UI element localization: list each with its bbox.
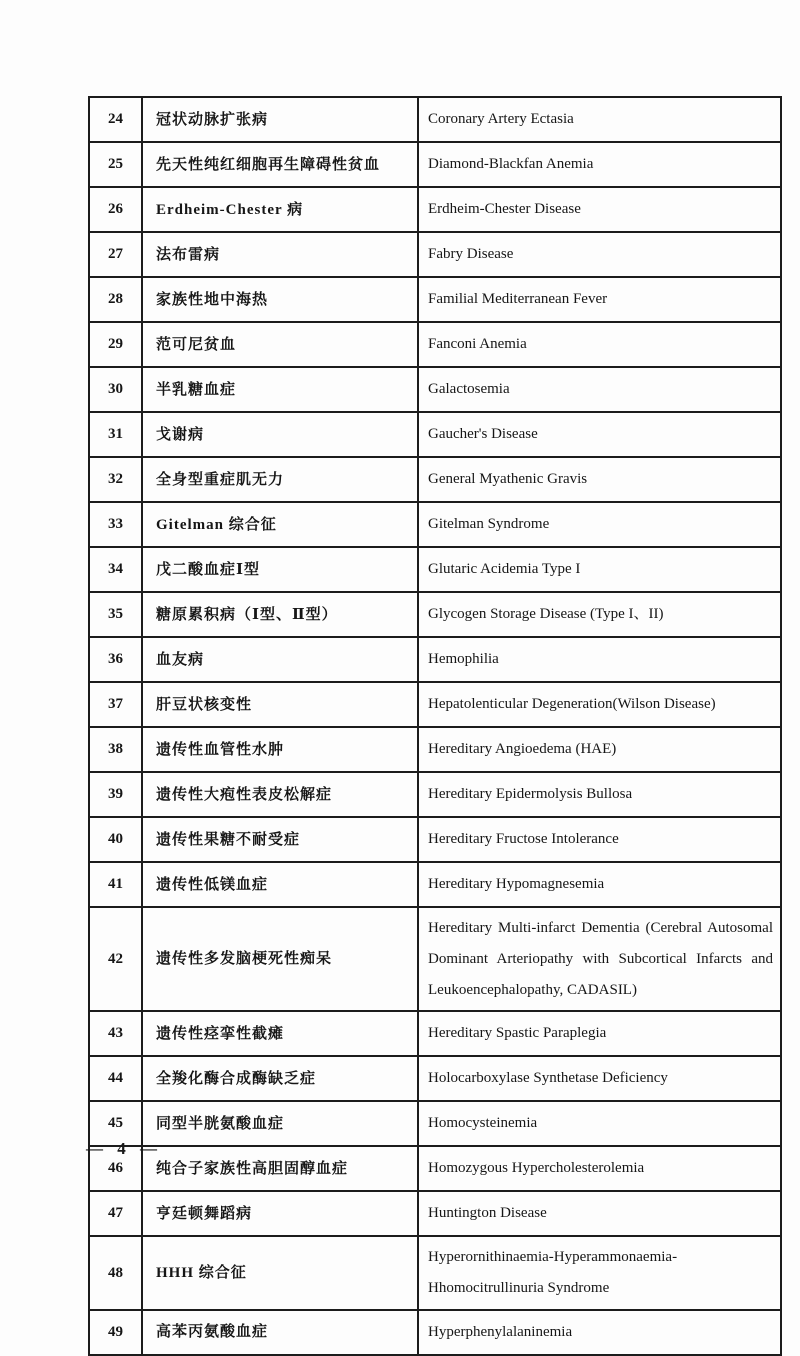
english-disease-name-cell: Hyperornithinaemia-Hyperammonaemia-Hhomocitrullinuria Syndrome — [418, 1236, 781, 1310]
english-disease-name-cell: Galactosemia — [418, 367, 781, 412]
table-row — [89, 547, 781, 592]
table-row — [89, 1101, 781, 1146]
chinese-disease-name-cell: 法布雷病 — [142, 232, 418, 277]
table-row — [89, 907, 781, 1011]
chinese-disease-name-cell: 戈谢病 — [142, 412, 418, 457]
english-disease-name-cell: Diamond-Blackfan Anemia — [418, 142, 781, 187]
english-disease-name-cell: Hemophilia — [418, 637, 781, 682]
row-number-cell: 40 — [89, 817, 142, 862]
table-row — [89, 727, 781, 772]
table-row — [89, 277, 781, 322]
chinese-disease-name-cell: 半乳糖血症 — [142, 367, 418, 412]
rare-disease-table-body — [89, 97, 781, 1355]
row-number-cell: 28 — [89, 277, 142, 322]
table-row — [89, 1056, 781, 1101]
english-disease-name-cell: Familial Mediterranean Fever — [418, 277, 781, 322]
english-disease-name-cell: Fabry Disease — [418, 232, 781, 277]
english-disease-name-cell: Fanconi Anemia — [418, 322, 781, 367]
table-row — [89, 1236, 781, 1310]
table-row — [89, 862, 781, 907]
chinese-disease-name-cell: 范可尼贫血 — [142, 322, 418, 367]
chinese-disease-name-cell: 同型半胱氨酸血症 — [142, 1101, 418, 1146]
english-disease-name-cell: Hereditary Epidermolysis Bullosa — [418, 772, 781, 817]
row-number-cell: 47 — [89, 1191, 142, 1236]
table-row — [89, 682, 781, 727]
chinese-disease-name-cell: 糖原累积病（Ⅰ型、Ⅱ型） — [142, 592, 418, 637]
table-row — [89, 502, 781, 547]
table-row — [89, 142, 781, 187]
english-disease-name-cell: Hereditary Multi-infarct Dementia (Cerebral Autosomal Dominant Arteriopathy with Subcortical Infarcts and Leukoencephalopathy, CADASIL) — [418, 907, 781, 1011]
chinese-disease-name-cell: 冠状动脉扩张病 — [142, 97, 418, 142]
english-disease-name-cell: Erdheim-Chester Disease — [418, 187, 781, 232]
table-row — [89, 772, 781, 817]
english-disease-name-cell: Glutaric Acidemia Type I — [418, 547, 781, 592]
chinese-disease-name-cell: 肝豆状核变性 — [142, 682, 418, 727]
row-number-cell: 26 — [89, 187, 142, 232]
table-row — [89, 412, 781, 457]
row-number-cell: 42 — [89, 907, 142, 1011]
table-row — [89, 367, 781, 412]
table-row — [89, 232, 781, 277]
english-disease-name-cell: Gitelman Syndrome — [418, 502, 781, 547]
row-number-cell: 49 — [89, 1310, 142, 1355]
table-row — [89, 322, 781, 367]
english-disease-name-cell: Gaucher's Disease — [418, 412, 781, 457]
chinese-disease-name-cell: 家族性地中海热 — [142, 277, 418, 322]
row-number-cell: 38 — [89, 727, 142, 772]
table-row — [89, 1310, 781, 1355]
english-disease-name-cell: Glycogen Storage Disease (Type I、II) — [418, 592, 781, 637]
row-number-cell: 27 — [89, 232, 142, 277]
chinese-disease-name-cell: 血友病 — [142, 637, 418, 682]
table-row — [89, 817, 781, 862]
row-number-cell: 35 — [89, 592, 142, 637]
table-row — [89, 457, 781, 502]
row-number-cell: 44 — [89, 1056, 142, 1101]
row-number-cell: 30 — [89, 367, 142, 412]
english-disease-name-cell: Hereditary Spastic Paraplegia — [418, 1011, 781, 1056]
chinese-disease-name-cell: 遗传性血管性水肿 — [142, 727, 418, 772]
row-number-cell: 37 — [89, 682, 142, 727]
english-disease-name-cell: Homocysteinemia — [418, 1101, 781, 1146]
chinese-disease-name-cell: 全羧化酶合成酶缺乏症 — [142, 1056, 418, 1101]
english-disease-name-cell: Hereditary Fructose Intolerance — [418, 817, 781, 862]
row-number-cell: 43 — [89, 1011, 142, 1056]
table-row — [89, 97, 781, 142]
english-disease-name-cell: Hereditary Angioedema (HAE) — [418, 727, 781, 772]
table-row — [89, 637, 781, 682]
row-number-cell: 46 — [89, 1146, 142, 1191]
rare-disease-table — [88, 96, 782, 1356]
chinese-disease-name-cell: 遗传性大疱性表皮松解症 — [142, 772, 418, 817]
chinese-disease-name-cell: 遗传性果糖不耐受症 — [142, 817, 418, 862]
chinese-disease-name-cell: 遗传性痉挛性截瘫 — [142, 1011, 418, 1056]
chinese-disease-name-cell: 全身型重症肌无力 — [142, 457, 418, 502]
chinese-disease-name-cell: Gitelman 综合征 — [142, 502, 418, 547]
table-row — [89, 1146, 781, 1191]
row-number-cell: 31 — [89, 412, 142, 457]
english-disease-name-cell: Hereditary Hypomagnesemia — [418, 862, 781, 907]
table-row — [89, 592, 781, 637]
row-number-cell: 39 — [89, 772, 142, 817]
table-row — [89, 1011, 781, 1056]
row-number-cell: 36 — [89, 637, 142, 682]
row-number-cell: 33 — [89, 502, 142, 547]
english-disease-name-cell: Coronary Artery Ectasia — [418, 97, 781, 142]
english-disease-name-cell: Hyperphenylalaninemia — [418, 1310, 781, 1355]
row-number-cell: 45 — [89, 1101, 142, 1146]
chinese-disease-name-cell: 亨廷顿舞蹈病 — [142, 1191, 418, 1236]
chinese-disease-name-cell: HHH 综合征 — [142, 1236, 418, 1310]
english-disease-name-cell: Hepatolenticular Degeneration(Wilson Disease) — [418, 682, 781, 727]
table-row — [89, 1191, 781, 1236]
english-disease-name-cell: Homozygous Hypercholesterolemia — [418, 1146, 781, 1191]
page-number: — 4 — — [86, 1139, 158, 1158]
chinese-disease-name-cell: Erdheim-Chester 病 — [142, 187, 418, 232]
chinese-disease-name-cell: 遗传性低镁血症 — [142, 862, 418, 907]
row-number-cell: 29 — [89, 322, 142, 367]
english-disease-name-cell: Huntington Disease — [418, 1191, 781, 1236]
table-row — [89, 187, 781, 232]
chinese-disease-name-cell: 先天性纯红细胞再生障碍性贫血 — [142, 142, 418, 187]
english-disease-name-cell: General Myathenic Gravis — [418, 457, 781, 502]
chinese-disease-name-cell: 高苯丙氨酸血症 — [142, 1310, 418, 1355]
row-number-cell: 25 — [89, 142, 142, 187]
english-disease-name-cell: Holocarboxylase Synthetase Deficiency — [418, 1056, 781, 1101]
chinese-disease-name-cell: 戊二酸血症Ⅰ型 — [142, 547, 418, 592]
row-number-cell: 34 — [89, 547, 142, 592]
chinese-disease-name-cell: 遗传性多发脑梗死性痴呆 — [142, 907, 418, 1011]
row-number-cell: 48 — [89, 1236, 142, 1310]
row-number-cell: 24 — [89, 97, 142, 142]
chinese-disease-name-cell: 纯合子家族性高胆固醇血症 — [142, 1146, 418, 1191]
row-number-cell: 41 — [89, 862, 142, 907]
row-number-cell: 32 — [89, 457, 142, 502]
